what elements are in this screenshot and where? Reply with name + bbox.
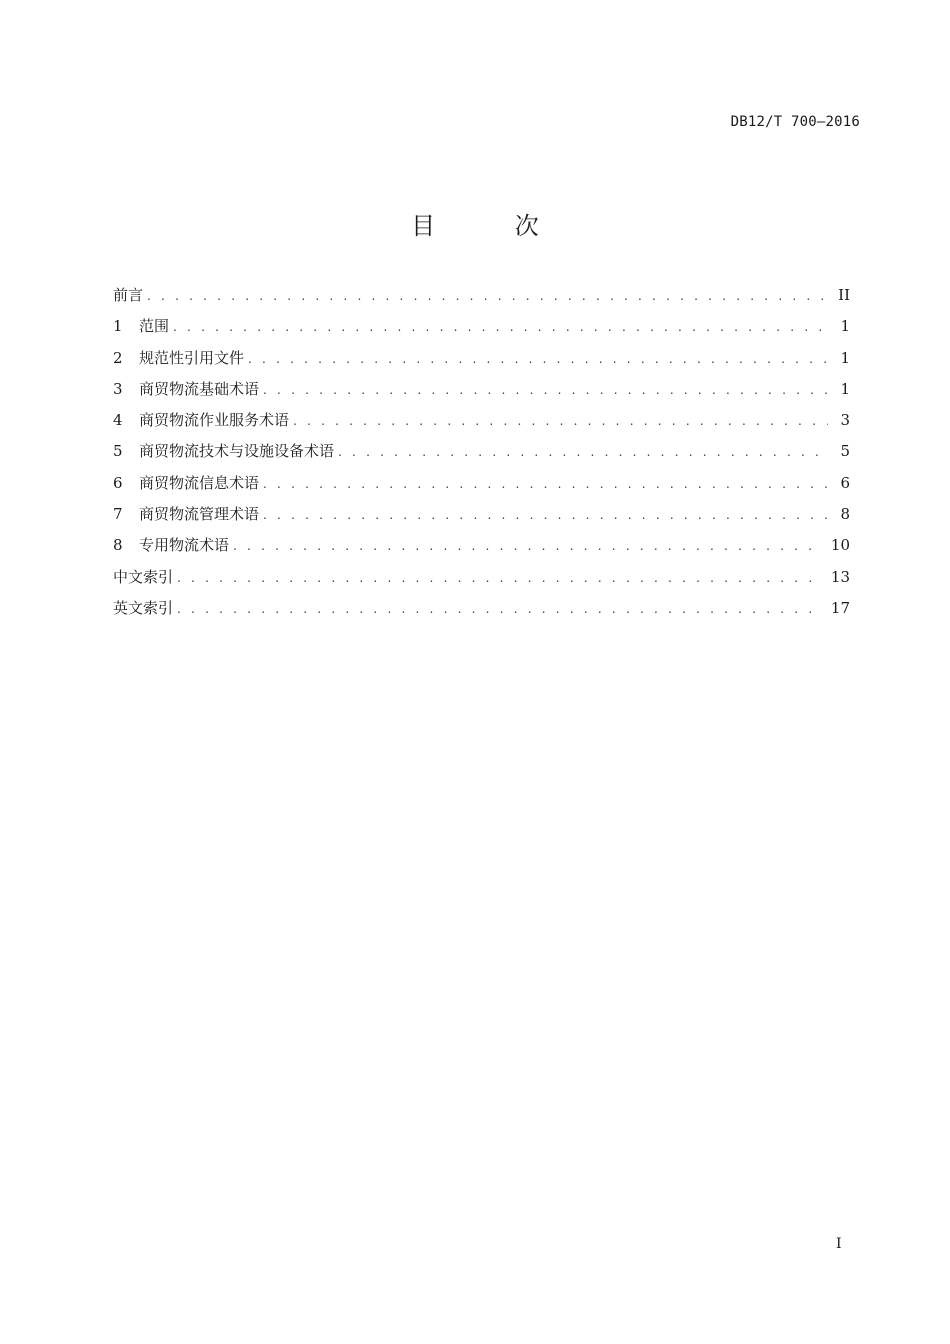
toc-entry-text: 商贸物流管理术语	[139, 505, 260, 524]
page-title: 目 次	[411, 212, 575, 240]
toc-entry-text: 范围	[139, 317, 170, 336]
toc-entry-page: 5	[840, 442, 850, 461]
toc-leader-dots	[293, 414, 828, 428]
toc-entry-number: 8	[113, 536, 123, 555]
toc-entry-number: 6	[113, 473, 123, 492]
toc-entry-scope[interactable]	[113, 315, 850, 346]
document-code: DB12/T 700—2016	[730, 114, 860, 130]
toc-leader-dots	[263, 477, 828, 491]
toc-leader-dots	[177, 602, 823, 616]
toc-entry-english-index[interactable]	[113, 597, 850, 628]
page-number: I	[836, 1236, 842, 1252]
toc-entry-number: 2	[113, 348, 123, 367]
toc-leader-dots	[248, 352, 828, 366]
table-of-contents	[113, 284, 850, 628]
toc-entry-normative-references[interactable]	[113, 347, 850, 378]
toc-leader-dots	[147, 289, 828, 303]
toc-entry-page: 1	[840, 379, 850, 398]
toc-entry-page: 1	[840, 317, 850, 336]
toc-entry-page: 1	[840, 348, 850, 367]
toc-entry-text: 商贸物流作业服务术语	[139, 411, 290, 430]
toc-leader-dots	[263, 383, 828, 397]
toc-entry-page: II	[838, 286, 850, 304]
toc-entry-operation-service-terms[interactable]	[113, 409, 850, 440]
toc-entry-number: 5	[113, 442, 123, 461]
toc-entry-management-terms[interactable]	[113, 503, 850, 534]
toc-entry-number: 7	[113, 505, 123, 524]
toc-entry-text: 前言	[113, 286, 144, 304]
toc-entry-text: 英文索引	[113, 598, 174, 617]
toc-entry-chinese-index[interactable]	[113, 566, 850, 597]
toc-entry-text: 规范性引用文件	[139, 348, 245, 367]
toc-entry-technology-equipment-terms[interactable]	[113, 440, 850, 471]
toc-entry-page: 8	[840, 505, 850, 524]
toc-entry-information-terms[interactable]	[113, 472, 850, 503]
toc-entry-page: 13	[830, 567, 850, 586]
toc-entry-basic-terms[interactable]	[113, 378, 850, 409]
toc-entry-page: 6	[840, 473, 850, 492]
toc-leader-dots	[338, 445, 828, 459]
toc-entry-number: 1	[113, 317, 123, 336]
toc-entry-page: 17	[830, 598, 850, 617]
toc-leader-dots	[263, 508, 828, 522]
toc-entry-text: 商贸物流基础术语	[139, 379, 260, 398]
toc-entry-text: 商贸物流技术与设施设备术语	[139, 442, 335, 461]
toc-leader-dots	[173, 320, 828, 334]
toc-entry-number: 4	[113, 411, 123, 430]
toc-entry-foreword[interactable]	[113, 284, 850, 315]
toc-entry-special-logistics-terms[interactable]	[113, 534, 850, 565]
toc-entry-text: 专用物流术语	[139, 536, 230, 555]
toc-leader-dots	[233, 539, 823, 553]
toc-entry-text: 中文索引	[113, 567, 174, 586]
toc-entry-page: 10	[830, 536, 850, 555]
toc-leader-dots	[177, 571, 823, 585]
toc-entry-text: 商贸物流信息术语	[139, 473, 260, 492]
toc-entry-page: 3	[840, 411, 850, 430]
toc-entry-number: 3	[113, 379, 123, 398]
